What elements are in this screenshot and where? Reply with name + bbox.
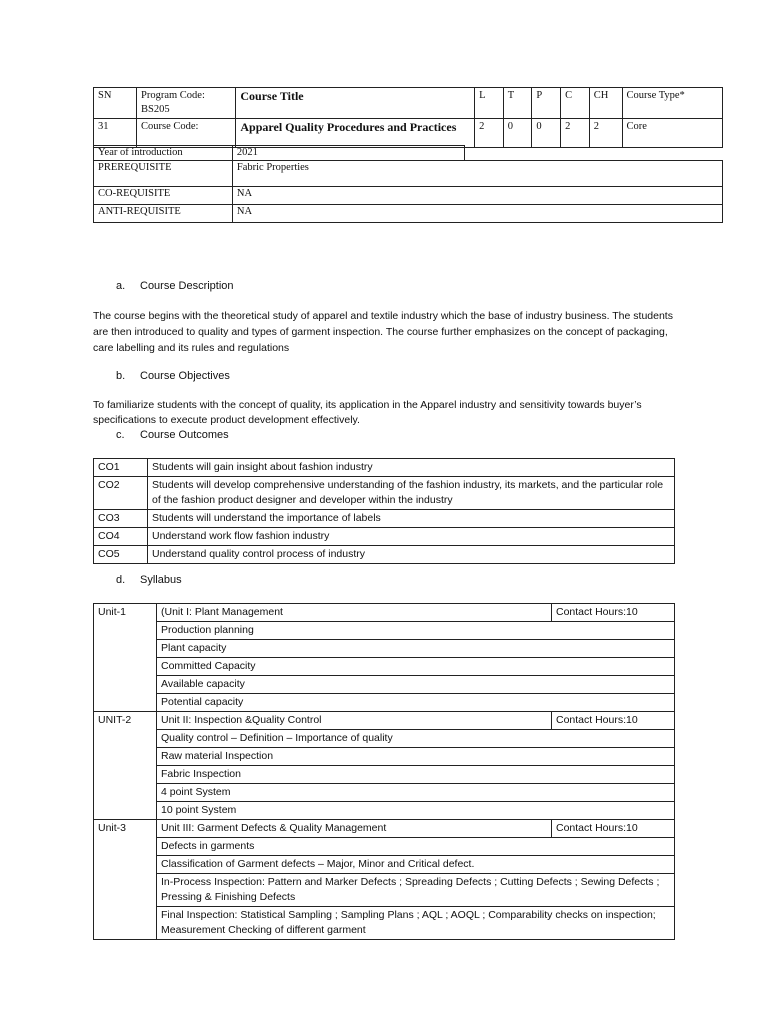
section-d-title: Syllabus — [140, 574, 182, 586]
unit-2-hours: Contact Hours:10 — [552, 712, 675, 730]
topic: 10 point System — [157, 802, 675, 820]
course-title-label: Course Title — [236, 88, 475, 119]
outcome-row — [94, 510, 675, 528]
syllabus-topic-row — [94, 766, 675, 784]
syllabus-topic-row — [94, 784, 675, 802]
year-of-intro-label: Year of introduction — [94, 146, 233, 161]
sn-label: SN — [94, 88, 137, 119]
outcome-row — [94, 477, 675, 510]
value-course-type: Core — [622, 119, 722, 148]
syllabus-topic-row — [94, 856, 675, 874]
col-course-type: Course Type* — [622, 88, 722, 119]
outcome-row — [94, 546, 675, 564]
topic: Final Inspection: Statistical Sampling ; Sampling Plans ; AQL ; AOQL ; Comparability checks on inspection; Measurement Checking of different garment — [157, 907, 675, 940]
outcome-text: Understand quality control process of industry — [148, 546, 675, 564]
topic: Production planning — [157, 622, 675, 640]
section-c-heading — [116, 429, 229, 441]
topic: Available capacity — [157, 676, 675, 694]
outcome-code: CO5 — [94, 546, 148, 564]
outcome-text: Students will understand the importance of labels — [148, 510, 675, 528]
col-l: L — [475, 88, 504, 119]
topic: Committed Capacity — [157, 658, 675, 676]
value-ch: 2 — [589, 119, 622, 148]
unit-1-label: Unit-1 — [94, 604, 157, 622]
section-b-title: Course Objectives — [140, 370, 230, 382]
outcome-text: Understand work flow fashion industry — [148, 528, 675, 546]
course-outcomes-table — [93, 458, 675, 564]
outcome-text: Students will develop comprehensive understanding of the fashion industry, its markets, and the particular role of the fashion product designer and developer within the industry — [148, 477, 675, 510]
course-code-label: Course Code: — [137, 119, 236, 148]
outcome-row — [94, 459, 675, 477]
section-d-heading — [116, 574, 182, 586]
syllabus-topic-row — [94, 838, 675, 856]
section-a-title: Course Description — [140, 280, 234, 292]
syllabus-topic-row — [94, 676, 675, 694]
syllabus-topic-row — [94, 748, 675, 766]
section-a-letter: a. — [116, 280, 126, 292]
syllabus-topic-row — [94, 874, 675, 907]
unit-3-title: Unit III: Garment Defects & Quality Management — [157, 820, 552, 838]
coreq-value: NA — [232, 187, 722, 205]
section-b-letter: b. — [116, 370, 126, 382]
syllabus-topic-row — [94, 907, 675, 940]
outcome-code: CO4 — [94, 528, 148, 546]
blank-cell — [465, 146, 723, 161]
program-code-cell — [137, 88, 236, 119]
outcome-text: Students will gain insight about fashion industry — [148, 459, 675, 477]
value-t: 0 — [503, 119, 532, 148]
course-requisites-table — [93, 145, 723, 223]
syllabus-topic-row — [94, 694, 675, 712]
value-c: 2 — [561, 119, 590, 148]
syllabus-topic-row — [94, 658, 675, 676]
topic: Defects in garments — [157, 838, 675, 856]
course-title: Apparel Quality Procedures and Practices — [236, 119, 475, 148]
topic: Quality control – Definition – Importance of quality — [157, 730, 675, 748]
section-a-heading — [116, 280, 234, 292]
year-of-intro-value: 2021 — [232, 146, 465, 161]
syllabus-topic-row — [94, 622, 675, 640]
unit-2-title: Unit II: Inspection &Quality Control — [157, 712, 552, 730]
syllabus-topic-row — [94, 730, 675, 748]
outcome-code: CO2 — [94, 477, 148, 510]
topic: Classification of Garment defects – Major, Minor and Critical defect. — [157, 856, 675, 874]
topic: Plant capacity — [157, 640, 675, 658]
value-l: 2 — [475, 119, 504, 148]
unit-3-hours: Contact Hours:10 — [552, 820, 675, 838]
col-p: P — [532, 88, 561, 119]
section-c-letter: c. — [116, 429, 125, 441]
unit-1-title: (Unit I: Plant Management — [157, 604, 552, 622]
course-objectives-text: To familiarize students with the concept of quality, its application in the Apparel industry and sensitivity towards buyer’s specifications to execute product development effectively. — [93, 399, 642, 426]
col-ch: CH — [589, 88, 622, 119]
unit-3-label: Unit-3 — [94, 820, 157, 838]
syllabus-unit-row — [94, 604, 675, 622]
section-c-title: Course Outcomes — [140, 429, 229, 441]
topic: Raw material Inspection — [157, 748, 675, 766]
course-header-table — [93, 87, 723, 148]
section-b-heading — [116, 370, 230, 382]
section-d-letter: d. — [116, 574, 126, 586]
antireq-value: NA — [232, 205, 722, 223]
syllabus-unit-row — [94, 820, 675, 838]
outcome-code: CO3 — [94, 510, 148, 528]
outcome-code: CO1 — [94, 459, 148, 477]
syllabus-table — [93, 603, 675, 940]
unit-2-label: UNIT-2 — [94, 712, 157, 730]
syllabus-unit-row — [94, 712, 675, 730]
topic: In-Process Inspection: Pattern and Marker Defects ; Spreading Defects ; Cutting Defects ; Sewing Defects ; Pressing & Finishing Defects — [157, 874, 675, 907]
topic: Fabric Inspection — [157, 766, 675, 784]
coreq-label: CO-REQUISITE — [94, 187, 233, 205]
program-code-label: Program Code: — [141, 90, 205, 101]
unit-1-hours: Contact Hours:10 — [552, 604, 675, 622]
col-c: C — [561, 88, 590, 119]
course-description-text: The course begins with the theoretical study of apparel and textile industry which the base of industry business. The students are then introduced to quality and types of garment inspection. The course further emphasizes on the concept of packaging, care labelling and its rules and regulations — [93, 310, 673, 354]
syllabus-topic-row — [94, 802, 675, 820]
prereq-value: Fabric Properties — [232, 161, 722, 187]
value-p: 0 — [532, 119, 561, 148]
col-t: T — [503, 88, 532, 119]
syllabus-topic-row — [94, 640, 675, 658]
outcome-row — [94, 528, 675, 546]
sn-value: 31 — [94, 119, 137, 148]
antireq-label: ANTI-REQUISITE — [94, 205, 233, 223]
topic: Potential capacity — [157, 694, 675, 712]
program-code: BS205 — [141, 104, 170, 115]
topic: 4 point System — [157, 784, 675, 802]
prereq-label: PREREQUISITE — [94, 161, 233, 187]
